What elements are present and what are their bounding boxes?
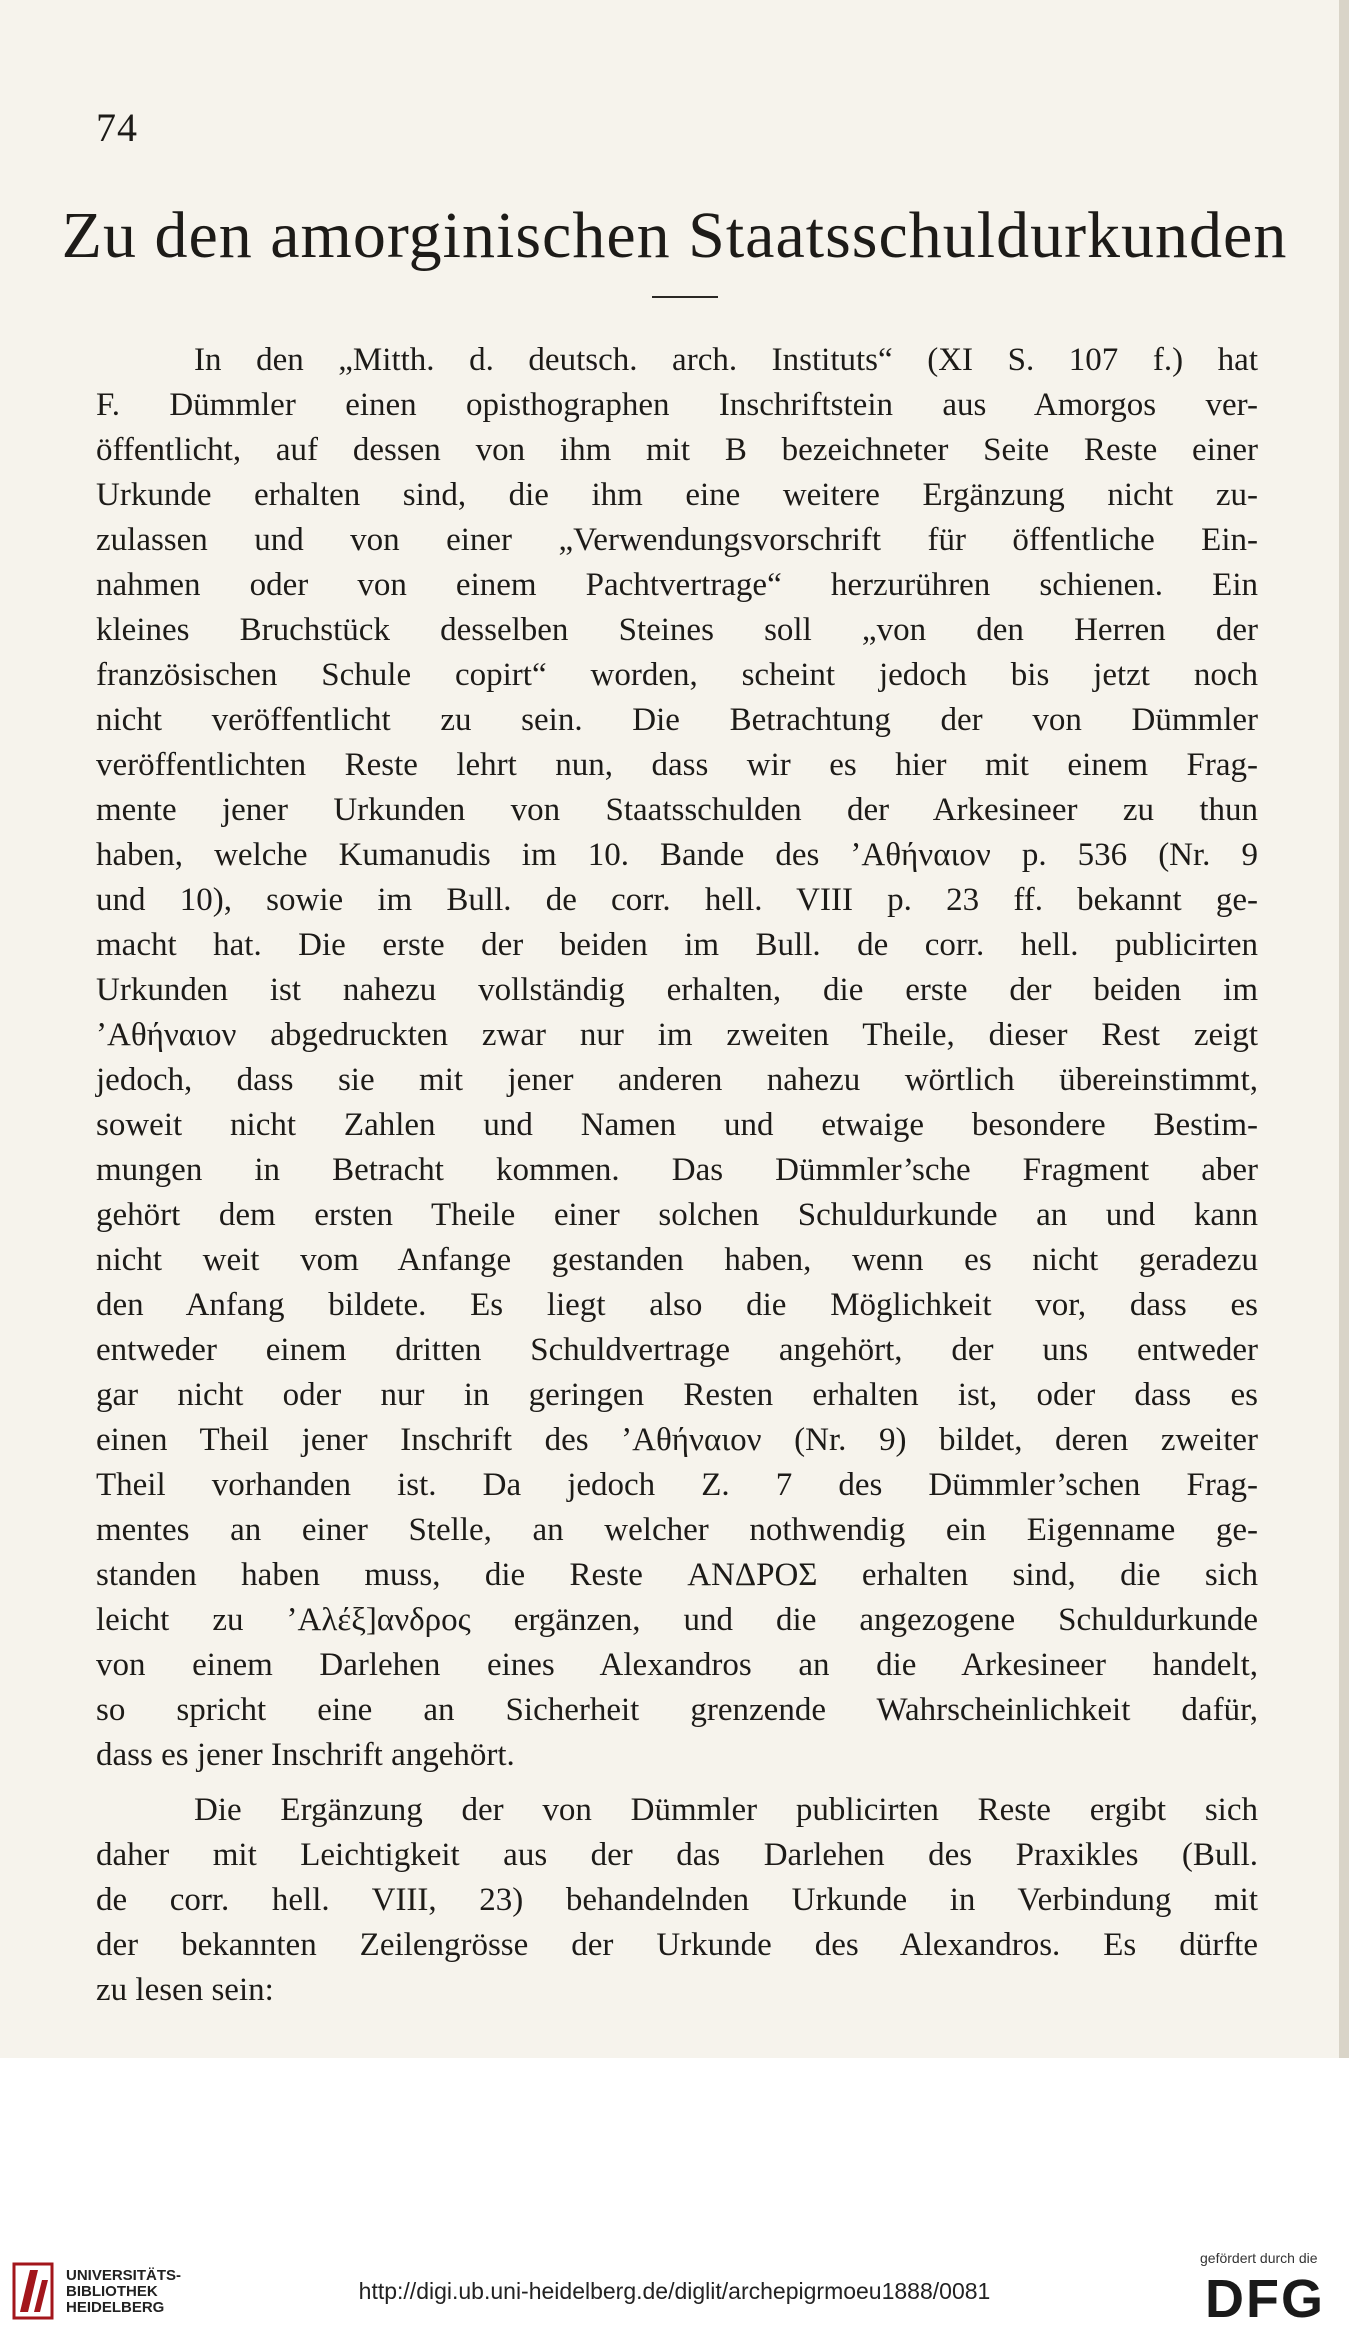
text-line: F. Dümmler einen opisthographen Inschriftstein aus Amorgos ver- [96, 387, 1258, 423]
text-line: jedoch, dass sie mit jener anderen nahezu wörtlich übereinstimmt, [96, 1062, 1258, 1098]
body-text [96, 338, 1258, 2013]
institution-line-3: HEIDELBERG [66, 2299, 165, 2316]
text-line: nicht veröffentlicht zu sein. Die Betrachtung der von Dümmler [96, 702, 1258, 738]
text-line: dass es jener Inschrift angehört. [96, 1737, 515, 1773]
text-line: den Anfang bildete. Es liegt also die Möglichkeit vor, dass es [96, 1287, 1258, 1323]
text-line: der bekannten Zeilengrösse der Urkunde des Alexandros. Es dürfte [96, 1927, 1258, 1963]
text-line: standen haben muss, die Reste ΑΝΔΡΟΣ erhalten sind, die sich [96, 1557, 1258, 1593]
text-line: veröffentlichten Reste lehrt nun, dass wir es hier mit einem Frag- [96, 747, 1258, 783]
text-line: mente jener Urkunden von Staatsschulden der Arkesineer zu thun [96, 792, 1258, 828]
text-line: so spricht eine an Sicherheit grenzende Wahrscheinlichkeit dafür, [96, 1692, 1258, 1728]
text-line: Die Ergänzung der von Dümmler publicirten Reste ergibt sich [194, 1792, 1258, 1828]
text-line: leicht zu ʼΑλέξ]ανδρος ergänzen, und die angezogene Schuldurkunde [96, 1602, 1258, 1638]
text-line: soweit nicht Zahlen und Namen und etwaige besondere Bestim- [96, 1107, 1258, 1143]
text-line: Urkunde erhalten sind, die ihm eine weitere Ergänzung nicht zu- [96, 477, 1258, 513]
text-line: Urkunden ist nahezu vollständig erhalten, die erste der beiden im [96, 972, 1258, 1008]
text-line: mungen in Betracht kommen. Das Dümmler’sche Fragment aber [96, 1152, 1258, 1188]
page-title: Zu den amorginischen Staatsschuldurkunden [61, 199, 1288, 272]
text-line: zu lesen sein: [96, 1972, 274, 2008]
text-line: haben, welche Kumanudis im 10. Bande des ʼΑθήναιον p. 536 (Nr. 9 [96, 837, 1258, 873]
text-line: de corr. hell. VIII, 23) behandelnden Urkunde in Verbindung mit [96, 1882, 1258, 1918]
text-line: macht hat. Die erste der beiden im Bull. de corr. hell. publicirten [96, 927, 1258, 963]
text-line: entweder einem dritten Schuldvertrage angehört, der uns entweder [96, 1332, 1258, 1368]
funding-label: gefördert durch die [1200, 2250, 1318, 2266]
text-line: und 10), sowie im Bull. de corr. hell. VIII p. 23 ff. bekannt ge- [96, 882, 1258, 918]
text-line: gar nicht oder nur in geringen Resten erhalten ist, oder dass es [96, 1377, 1258, 1413]
text-line: einen Theil jener Inschrift des ʼΑθήναιον (Nr. 9) bildet, deren zweiter [96, 1422, 1258, 1458]
dfg-logo: DFG [1205, 2269, 1325, 2329]
text-line: Theil vorhanden ist. Da jedoch Z. 7 des Dümmler’schen Frag- [96, 1467, 1258, 1503]
text-line: mentes an einer Stelle, an welcher nothwendig ein Eigenname ge- [96, 1512, 1258, 1548]
institution-line-1: UNIVERSITÄTS- [66, 2267, 182, 2284]
text-line: In den „Mitth. d. deutsch. arch. Instituts“ (XI S. 107 f.) hat [194, 342, 1258, 378]
text-line: gehört dem ersten Theile einer solchen Schuldurkunde an und kann [96, 1197, 1258, 1233]
text-line: nahmen oder von einem Pachtvertrage“ herzurühren schienen. Ein [96, 567, 1258, 603]
permalink-url[interactable]: http://digi.ub.uni-heidelberg.de/diglit/archepigrmoeu1888/0081 [358, 2278, 991, 2304]
text-line: daher mit Leichtigkeit aus der das Darlehen des Praxikles (Bull. [96, 1837, 1258, 1873]
text-line: französischen Schule copirt“ worden, scheint jedoch bis jetzt noch [96, 657, 1258, 693]
title-divider [652, 296, 718, 298]
page-number: 74 [96, 105, 138, 150]
text-line: nicht weit vom Anfange gestanden haben, wenn es nicht geradezu [96, 1242, 1258, 1278]
institution-line-2: BIBLIOTHEK [66, 2283, 158, 2300]
text-line: von einem Darlehen eines Alexandros an die Arkesineer handelt, [96, 1647, 1258, 1683]
text-line: zulassen und von einer „Verwendungsvorschrift für öffentliche Ein- [96, 522, 1258, 558]
text-line: ʼΑθήναιον abgedruckten zwar nur im zweiten Theile, dieser Rest zeigt [96, 1017, 1258, 1053]
text-line: kleines Bruchstück desselben Steines soll „von den Herren der [96, 612, 1258, 648]
text-line: öffentlicht, auf dessen von ihm mit B bezeichneter Seite Reste einer [96, 432, 1258, 468]
